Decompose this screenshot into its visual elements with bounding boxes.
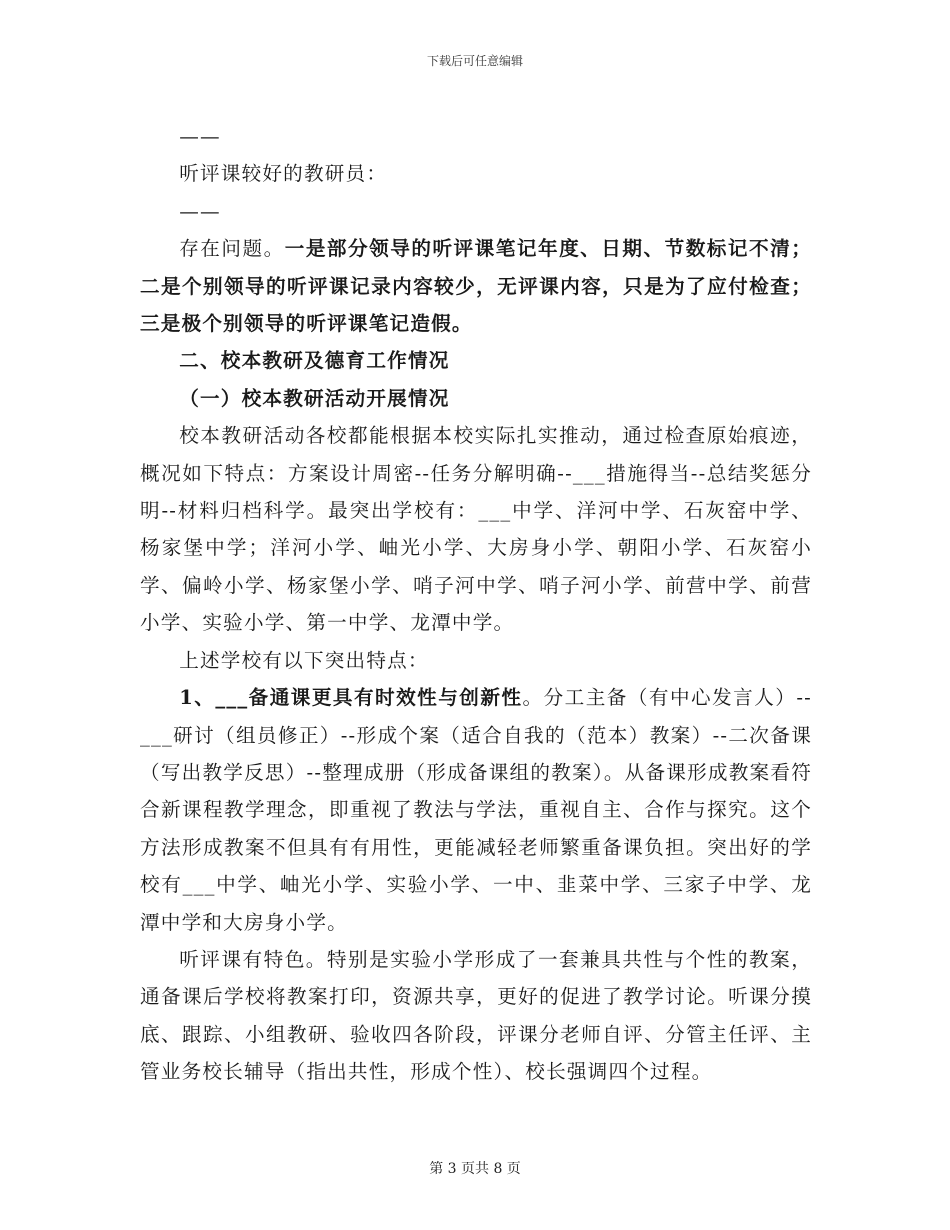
paragraph-problems <box>140 230 812 342</box>
section-heading: 二、校本教研及德育工作情况 <box>179 349 450 373</box>
item-1-body: 。分工主备（有中心发言人）--___研讨（组员修正）--形成个案（适合自我的（范本）教案）--二次备课（写出教学反思）--整理成册（形成备课组的教案）。从备课形成教案看符合新课程教学理念，即重视了教法与学法，重视自主、合作与探究。这个方法形成教案不但具有有用性，更能减轻老师繁重备课负担。突出好的学校有___中学、岫光小学、实验小学、一中、韭菜中学、三家子中学、龙潭中学和大房身小学。 <box>140 686 813 934</box>
paragraph-activity: 校本教研活动各校都能根据本校实际扎实推动，通过检查原始痕迹，概况如下特点：方案设计周密--任务分解明确--___措施得当--总结奖惩分明--材料归档科学。最突出学校有：___中学、洋河中学、石灰窑中学、杨家堡中学；洋河小学、岫光小学、大房身小学、朝阳小学、石灰窑小学、偏岭小学、杨家堡小学、哨子河中学、哨子河小学、前营中学、前营小学、实验小学、第一中学、龙潭中学。 <box>140 424 812 635</box>
item-1-lead: 1、___备通课更具有时效性与创新性 <box>179 686 523 710</box>
problem-body: 一是部分领导的听评课笔记年度、日期、节数标记不清；二是个别领导的听评课记录内容较少，无评课内容，只是为了应付检查；三是极个别领导的听评课笔记造假。 <box>140 237 813 336</box>
document-body <box>140 118 812 1091</box>
subsection-heading: （一）校本教研活动开展情况 <box>179 386 450 410</box>
blank-line: —— <box>179 125 221 148</box>
paragraph-listen: 听评课有特色。特别是实验小学形成了一套兼具共性与个性的教案，通备课后学校将教案打印，资源共享，更好的促进了教学讨论。听课分摸底、跟踪、小组教研、验收四各阶段，评课分老师自评、分管主任评、主管业务校长辅导（指出共性，形成个性）、校长强调四个过程。 <box>140 947 812 1084</box>
blank-line: —— <box>179 199 221 223</box>
paragraph-features: 上述学校有以下突出特点： <box>179 648 429 672</box>
paragraph-good-staff: 听评课较好的教研员： <box>179 162 388 186</box>
paragraph-item-1 <box>140 679 812 941</box>
page-footer: 第 3 页共 8 页 <box>429 1161 521 1177</box>
page-header: 下载后可任意编辑 <box>426 54 523 68</box>
problem-lead: 存在问题。 <box>179 237 285 261</box>
